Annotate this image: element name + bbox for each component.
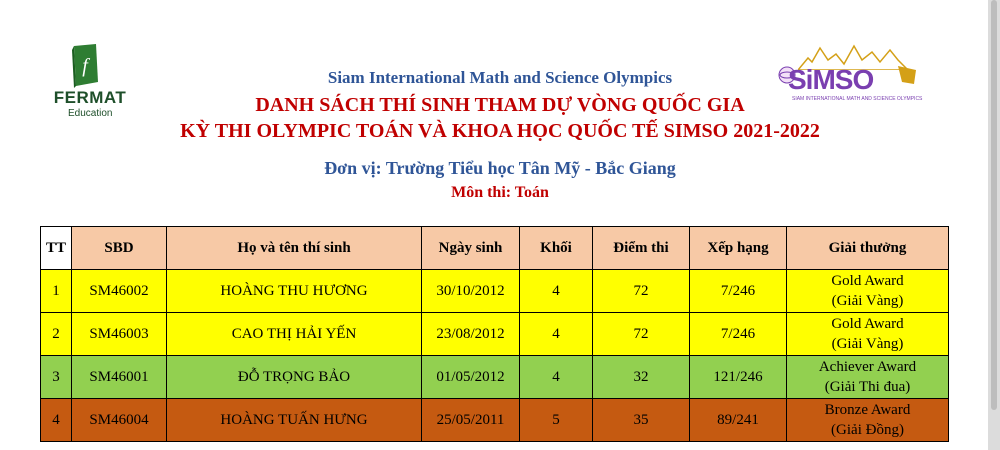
col-header-score: Điểm thi [593,227,690,270]
cell-name: HOÀNG THU HƯƠNG [167,270,422,313]
cell-tt: 1 [41,270,72,313]
cell-score: 35 [593,399,690,442]
cell-rank: 121/246 [690,356,787,399]
fermat-logo-subtext: Education [68,108,113,119]
vertical-scrollbar[interactable] [988,0,1000,450]
cell-award [787,356,949,399]
results-table [40,226,949,442]
table-row [41,313,949,356]
cell-rank: 7/246 [690,313,787,356]
subject-label: Môn thi: Toán [451,184,549,201]
award-name-vi: (Giải Đồng) [831,422,904,438]
cell-name: HOÀNG TUẤN HƯNG [167,399,422,442]
cell-sbd: SM46001 [72,356,167,399]
cell-sbd: SM46003 [72,313,167,356]
cell-dob: 01/05/2012 [422,356,520,399]
cell-dob: 23/08/2012 [422,313,520,356]
cell-dob: 25/05/2011 [422,399,520,442]
cell-sbd: SM46002 [72,270,167,313]
table-row [41,270,949,313]
scrollbar-thumb[interactable] [991,0,997,410]
table-row [41,399,949,442]
cell-name: CAO THỊ HẢI YẾN [167,313,422,356]
cell-name: ĐỖ TRỌNG BẢO [167,356,422,399]
col-header-name: Họ và tên thí sinh [167,227,422,270]
cell-grade: 4 [520,313,593,356]
title-line-2: KỲ THI OLYMPIC TOÁN VÀ KHOA HỌC QUỐC TẾ SIMSO 2021-2022 [180,120,820,142]
col-header-dob: Ngày sinh [422,227,520,270]
fermat-logo-text: FERMAT [53,88,127,107]
award-name: Gold Award [831,316,904,332]
cell-sbd: SM46004 [72,399,167,442]
award-name-vi: (Giải Vàng) [831,336,904,352]
cell-rank: 89/241 [690,399,787,442]
cell-tt: 4 [41,399,72,442]
header-subtitle: Siam International Math and Science Olympics [327,68,673,87]
award-name-vi: (Giải Thi đua) [824,379,911,395]
simso-logo-tagline: SIAM INTERNATIONAL MATH AND SCIENCE OLYMPICS [792,96,923,102]
award-name: Bronze Award [824,402,911,418]
cell-grade: 5 [520,399,593,442]
cell-tt: 3 [41,356,72,399]
award-name-vi: (Giải Vàng) [831,293,904,309]
cell-score: 32 [593,356,690,399]
cell-grade: 4 [520,356,593,399]
award-name: Achiever Award [818,359,917,375]
cell-rank: 7/246 [690,270,787,313]
col-header-award: Giải thưởng [787,227,949,270]
cell-tt: 2 [41,313,72,356]
table-header-row [41,227,949,270]
cell-score: 72 [593,270,690,313]
unit-label: Đơn vị: Trường Tiểu học Tân Mỹ - Bắc Giang [324,158,676,178]
simso-logo-text: SiMSO [788,64,874,95]
cell-dob: 30/10/2012 [422,270,520,313]
table-row [41,356,949,399]
cell-award [787,399,949,442]
award-name: Gold Award [831,273,904,289]
cell-score: 72 [593,313,690,356]
col-header-grade: Khối [520,227,593,270]
cell-award [787,270,949,313]
col-header-rank: Xếp hạng [690,227,787,270]
cell-award [787,313,949,356]
svg-text:f: f [82,55,88,77]
title-line-1: DANH SÁCH THÍ SINH THAM DỰ VÒNG QUỐC GIA [255,94,745,116]
col-header-sbd: SBD [72,227,167,270]
col-header-tt: TT [41,227,72,270]
cell-grade: 4 [520,270,593,313]
